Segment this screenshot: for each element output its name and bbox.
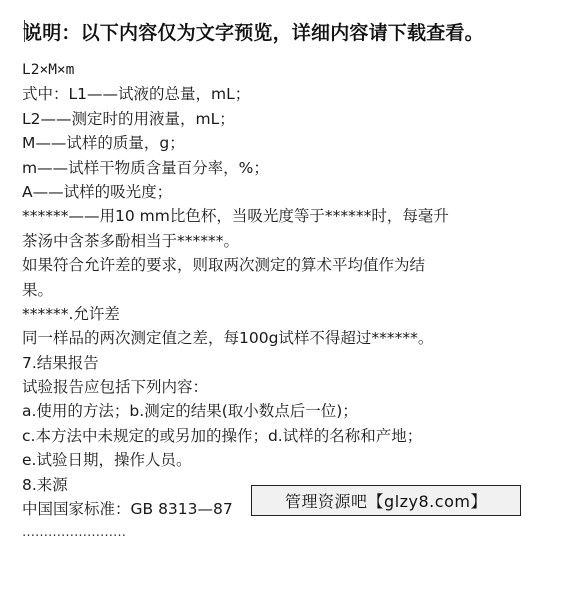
variable-definition-l2: L2——测定时的用液量，mL； xyxy=(22,109,235,128)
ellipsis-line: …………………… xyxy=(22,525,126,541)
report-intro: 试验报告应包括下列内容： xyxy=(22,378,209,397)
formula-denominator: L2×M×m xyxy=(22,62,75,78)
section-heading-report: 7.结果报告 xyxy=(22,353,99,372)
variable-definition-cuvette-cont: 茶汤中含茶多酚相当于******。 xyxy=(22,231,240,250)
variable-definition-cuvette: ******——用10 mm比色杯，当吸光度等于******时，每毫升 xyxy=(22,207,449,226)
variable-definition-m-dry-matter: m——试样干物质含量百分率，%； xyxy=(22,158,269,177)
result-rule-cont: 果。 xyxy=(22,280,54,299)
site-watermark-badge: 管理资源吧【glzy8.com】 xyxy=(251,485,521,516)
variable-definition-l1: 式中：L1——试液的总量，mL； xyxy=(22,85,251,104)
source-standard: 中国国家标准：GB 8313—87 xyxy=(22,500,233,519)
section-heading-tolerance: ******.允许差 xyxy=(22,304,120,323)
report-item-e: e.试验日期，操作人员。 xyxy=(22,451,192,470)
section-heading-source: 8.来源 xyxy=(22,475,68,494)
variable-definition-a: A——试样的吸光度； xyxy=(22,182,173,201)
document-body xyxy=(22,58,567,546)
variable-definition-m-mass: M——试样的质量，g； xyxy=(22,134,185,153)
report-item-cd: c.本方法中未规定的或另加的操作；d.试样的名称和产地； xyxy=(22,426,423,445)
result-rule: 如果符合允许差的要求，则取两次测定的算术平均值作为结 xyxy=(22,256,426,275)
preview-notice: 说明：以下内容仅为文字预览，详细内容请下载查看。 xyxy=(23,22,484,44)
tolerance-text: 同一样品的两次测定值之差，每100g试样不得超过******。 xyxy=(22,329,434,348)
report-item-ab: a.使用的方法；b.测定的结果(取小数点后一位)； xyxy=(22,402,358,421)
